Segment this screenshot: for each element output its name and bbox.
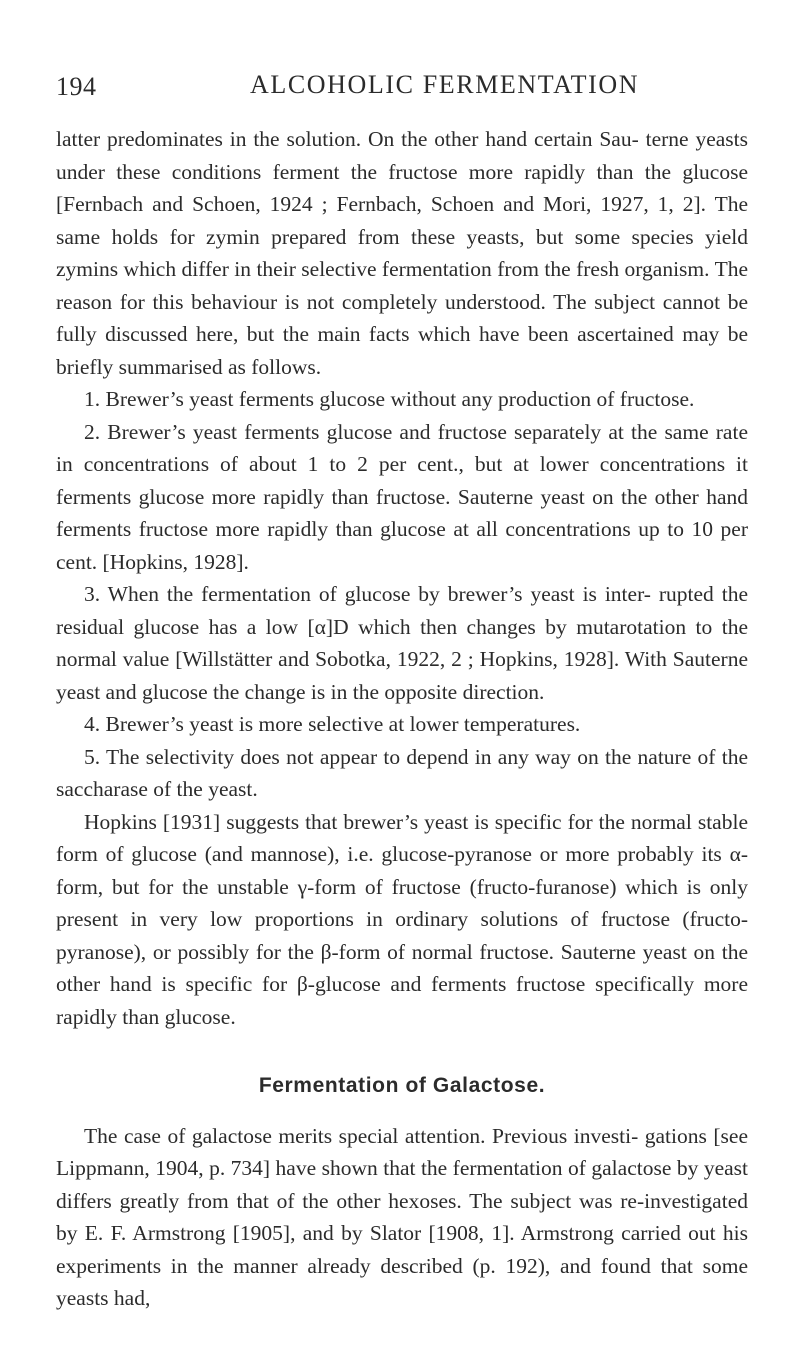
paragraph-continuation: latter predominates in the solution. On the other hand certain Sau- terne yeasts under these conditions ferment the fructose more rapidly than the glucose [Fernbach and Schoen, 1924 ; Fernbach, Schoen and Mori, 1927, 1, 2]. The same holds for zymin prepared from these yeasts, but some species yield zymins which differ in their selective fermentation from the fresh organism. The reason for this behaviour is not completely understood. The subject cannot be fully discussed here, but the main facts which have been ascertained may be briefly summarised as follows. [56,127,748,379]
list-item-1: 1. Brewer’s yeast ferments glucose without any production of fructose. [84,387,695,411]
body-text [56,123,748,1315]
page-number: 194 [56,72,97,101]
running-head [56,72,744,112]
list-item-5: 5. The selectivity does not appear to depend in any way on the nature of the saccharase of the yeast. [56,744,748,801]
list-item-2: 2. Brewer’s yeast ferments glucose and fructose separately at the same rate in concentrations of about 1 to 2 per cent., but at lower concentrations it ferments glucose more rapidly than fructose. Sauterne yeast on the other hand ferments fructose more rapidly than glucose at all concentrations up to 10 per cent. [Hopkins, 1928]. [56,419,748,574]
section-heading: Fermentation of Galactose. [258,1074,546,1097]
list-item-3: 3. When the fermentation of glucose by brewer’s yeast is inter- rupted the residual glucose has a low [α]D which then changes by mutarotation to the normal value [Willstätter and Sobotka, 1922, 2 ; Hopkins, 1928]. With Sauterne yeast and glucose the change is in the opposite direction. [56,582,748,704]
running-title: ALCOHOLIC FERMENTATION [250,70,640,99]
list-item-4: 4. Brewer’s yeast is more selective at lower temperatures. [84,712,581,736]
paragraph-galactose: The case of galactose merits special attention. Previous investi- gations [see Lippmann, 1904, p. 734] have shown that the fermentation of galactose by yeast differs greatly from that of the other hexoses. The subject was re-investigated by E. F. Armstrong [1905], and by Slator [1908, 1]. Armstrong carried out his experiments in the manner already described (p. 192), and found that some yeasts had, [56,1123,748,1310]
paragraph-hopkins: Hopkins [1931] suggests that brewer’s yeast is specific for the normal stable form of glucose (and mannose), i.e. glucose-pyranose or more probably its α-form, but for the unstable γ-form of fructose (fructo-furanose) which is only present in very low proportions in ordinary solutions of fructose (fructo-pyranose), or possibly for the β-form of normal fructose. Sauterne yeast on the other hand is specific for β-glucose and ferments fructose specifically more rapidly than glucose. [56,809,748,1029]
